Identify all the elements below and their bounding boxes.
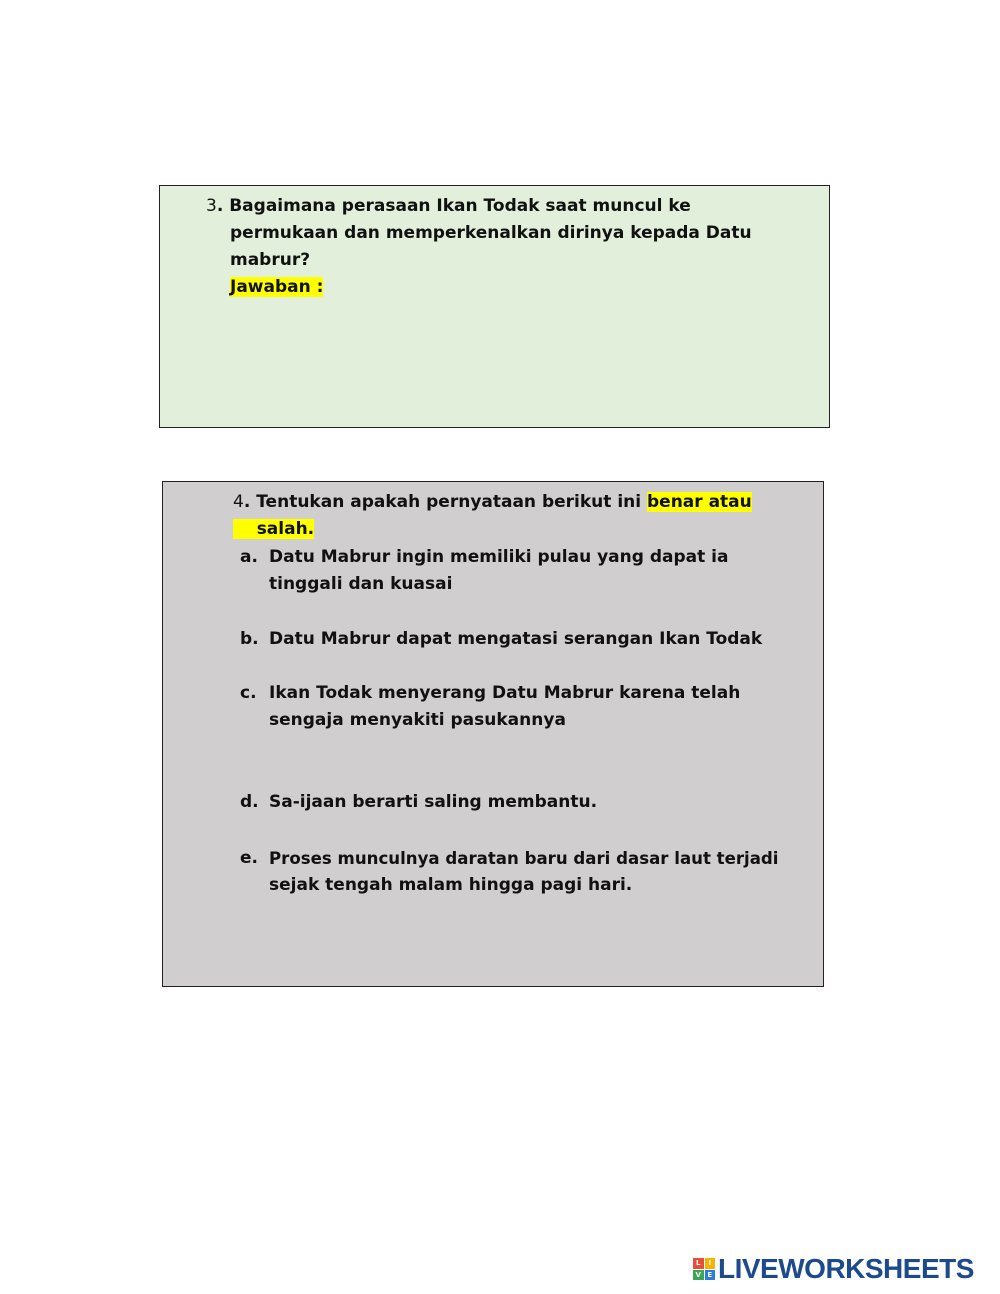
question-3-text-1: Bagaimana perasaan Ikan Todak saat muncul ke (229, 196, 691, 216)
item-a-line1: Datu Mabrur ingin memiliki pulau yang dapat ia (269, 547, 729, 567)
item-b-line1: Datu Mabrur dapat mengatasi serangan Ikan Todak (269, 629, 763, 649)
question-3-number: 3 (206, 196, 217, 216)
logo-icon-tile-l: L (693, 1258, 704, 1269)
item-a-letter: a. (240, 547, 258, 567)
question-4-highlight-1: benar atau (647, 492, 752, 512)
item-c-line2: sengaja menyakiti pasukannya (269, 710, 566, 730)
item-c-letter: c. (240, 683, 257, 703)
liveworksheets-logo (693, 1254, 974, 1284)
item-a-line2: tinggali dan kuasai (269, 574, 453, 594)
logo-icon-tile-i: I (705, 1258, 716, 1269)
liveworksheets-logo-icon (693, 1258, 715, 1280)
item-e-letter: e. (240, 848, 258, 868)
question-4-text: Tentukan apakah pernyataan berikut ini (256, 492, 642, 512)
item-c-line1: Ikan Todak menyerang Datu Mabrur karena telah (269, 683, 741, 703)
item-d-letter: d. (240, 792, 259, 812)
logo-icon-tile-e: E (705, 1270, 716, 1281)
item-b-letter: b. (240, 629, 259, 649)
question-4-highlight-2 (233, 519, 314, 539)
question-4-number: 4 (233, 492, 244, 512)
question-3-line2: permukaan dan memperkenalkan dirinya kepada Datu (230, 223, 752, 243)
question-4-highlight-2-text: salah. (256, 519, 315, 539)
liveworksheets-logo-text: LIVEWORKSHEETS (718, 1253, 974, 1284)
item-d-line1: Sa-ijaan berarti saling membantu. (269, 792, 598, 812)
question-3-line3: mabrur? (230, 250, 311, 270)
question-4-line1: 4. Tentukan apakah pernyataan berikut ini benar atau (233, 492, 752, 512)
item-e-line1: Proses munculnya daratan baru dari dasar laut terjadi (269, 849, 779, 868)
question-3-answer-label (230, 274, 323, 301)
logo-icon-tile-v: V (693, 1270, 704, 1281)
answer-label-highlight: Jawaban : (230, 277, 324, 297)
question-3-line1: 3. Bagaimana perasaan Ikan Todak saat muncul ke (206, 196, 691, 216)
question-4-line2 (233, 516, 314, 543)
item-e-line2: sejak tengah malam hingga pagi hari. (269, 875, 633, 895)
